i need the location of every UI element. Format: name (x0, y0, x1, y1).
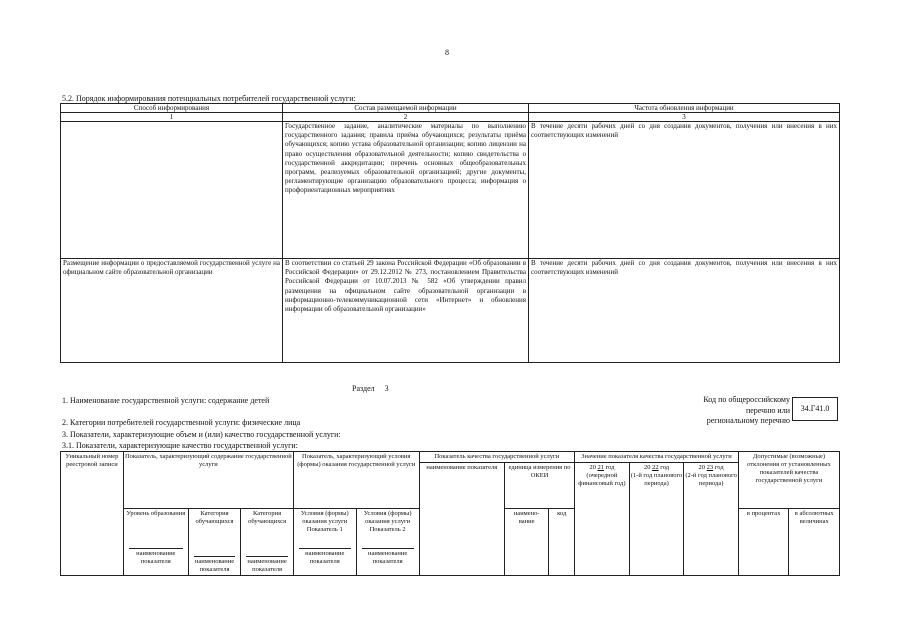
sub-condition-1: Условия (формы) оказания услуги Показатель 1 наименование показателя (293, 509, 356, 576)
registry-code-label (640, 395, 790, 427)
header-frequency: Частота обновления информации (529, 104, 840, 113)
sub-student-category-2-indicator: наименование показателя (247, 558, 287, 573)
section-heading: Раздел 3 (352, 384, 389, 393)
row2-content: В соответствии со статьей 29 закона Российской Федерации «Об образовании в Российской Федерации» от 29.12.2012 № 273, постановлением Правительства Российской Федерации от 10.07.2013 № 582 «Об утверждении правил размещения на официальном сайте образовательной организации в информационно-телекоммуникационной сети «Интернет» и обновления информации об образовательной организации» (283, 259, 529, 363)
quality-table (60, 451, 840, 576)
header-content: Состав размещаемой информации (283, 104, 529, 113)
row1-method (61, 122, 283, 259)
row2-frequency: В течение десяти рабочих дней со дня создания документов, получения или внесения в них соответствующих изменений (529, 259, 840, 363)
col-content-indicator: Показатель, характеризующий содержание государственной услуги (123, 452, 293, 509)
sub-condition-2-indicator: наименование показателя (362, 548, 414, 566)
sub-student-category-2: Категория обучающихся наименование показателя (241, 509, 294, 576)
page-number: 8 (445, 48, 449, 57)
row2-method: Размещение информации о предоставляемой государственной услуге на официальном сайте образовательной организации (61, 259, 283, 363)
quality-indicator-name: наименование показателя (419, 463, 505, 576)
sub-education-level: Уровень образования наименование показателя (123, 509, 188, 576)
value-year-1: 20 21 год (очередной финансовый год) (575, 463, 630, 576)
informing-table (60, 103, 840, 363)
registry-code-label-3: региональному перечню (706, 416, 790, 425)
col-registry-number: Уникальный номер реестровой записи (61, 452, 124, 576)
sub-student-category-1-indicator: наименование показателя (194, 558, 235, 573)
sub-education-level-indicator: наименование показателя (129, 548, 183, 566)
value-year-2: 20 22 год (1-й год планового периода) (629, 463, 684, 576)
sub-condition-1-indicator: наименование показателя (299, 548, 351, 566)
col-number-2: 2 (283, 113, 529, 122)
unit-code: код (549, 509, 575, 576)
deviation-percent: в процентах (738, 509, 788, 576)
header-method: Способ информирования (61, 104, 283, 113)
registry-code-box: 34.Г41.0 (792, 397, 838, 421)
consumer-category-line: 2. Категории потребителей государственной услуги: физические лица (62, 418, 301, 427)
informing-number-row (61, 113, 840, 122)
registry-code-label-2: перечню или (745, 405, 790, 415)
indicators-line: 3. Показатели, характеризующие объем и (или) качество государственной услуги: (62, 430, 341, 439)
row1-content: Государственное задание, аналитические материалы по выполнению государственного задания; правила приёма обучающихся; результаты приёма обучающихся; копию устава образовательной организации; копию лицензии на право осуществления образовательной деятельности; копию свидетельства о государственной аккредитации; перечень основных общеобразовательных программ, реализуемых образовательной организацией; другие документы, регламентирующие организацию образовательного процесса; информация о профориентационных мероприятиях (283, 122, 529, 259)
section-5-2-title: 5.2. Порядок информирования потенциальных потребителей государственной услуги: (62, 94, 356, 103)
sub-condition-2: Условия (формы) оказания услуги Показатель 2 наименование показателя (356, 509, 419, 576)
col-number-1: 1 (61, 113, 283, 122)
quality-header-row-1 (61, 452, 840, 463)
informing-row (61, 122, 840, 259)
quality-unit-okei: единица измерения по ОКЕИ (505, 463, 575, 509)
row1-frequency: В течение десяти рабочих дней со дня создания документов, получения или внесения в них соответствующих изменений (529, 122, 840, 259)
col-conditions-indicator: Показатель, характеризующий условия (формы) оказания государственной услуги (293, 452, 419, 509)
col-indicator-values: Значение показателя качества государственной услуги (575, 452, 739, 463)
informing-header-row (61, 104, 840, 113)
col-number-3: 3 (529, 113, 840, 122)
sub-student-category-1: Категория обучающихся наименование показателя (188, 509, 241, 576)
col-quality-indicator: Показатель качества государственной услуги (419, 452, 575, 463)
informing-row (61, 259, 840, 363)
unit-name: наимено-вание (505, 509, 549, 576)
registry-code-label-1: Код по общероссийскому (703, 395, 790, 404)
quality-indicators-line: 3.1. Показатели, характеризующие качество государственной услуги: (62, 441, 298, 450)
value-year-3: 20 23 год (2-й год планового периода) (684, 463, 739, 576)
service-name-line: 1. Наименование государственной услуги: содержание детей (62, 396, 270, 405)
deviation-absolute: в абсолютных величинах (789, 509, 840, 576)
col-allowed-deviation: Допустимые (возможные) отклонения от установленных показателей качества государственной услуги (738, 452, 839, 509)
